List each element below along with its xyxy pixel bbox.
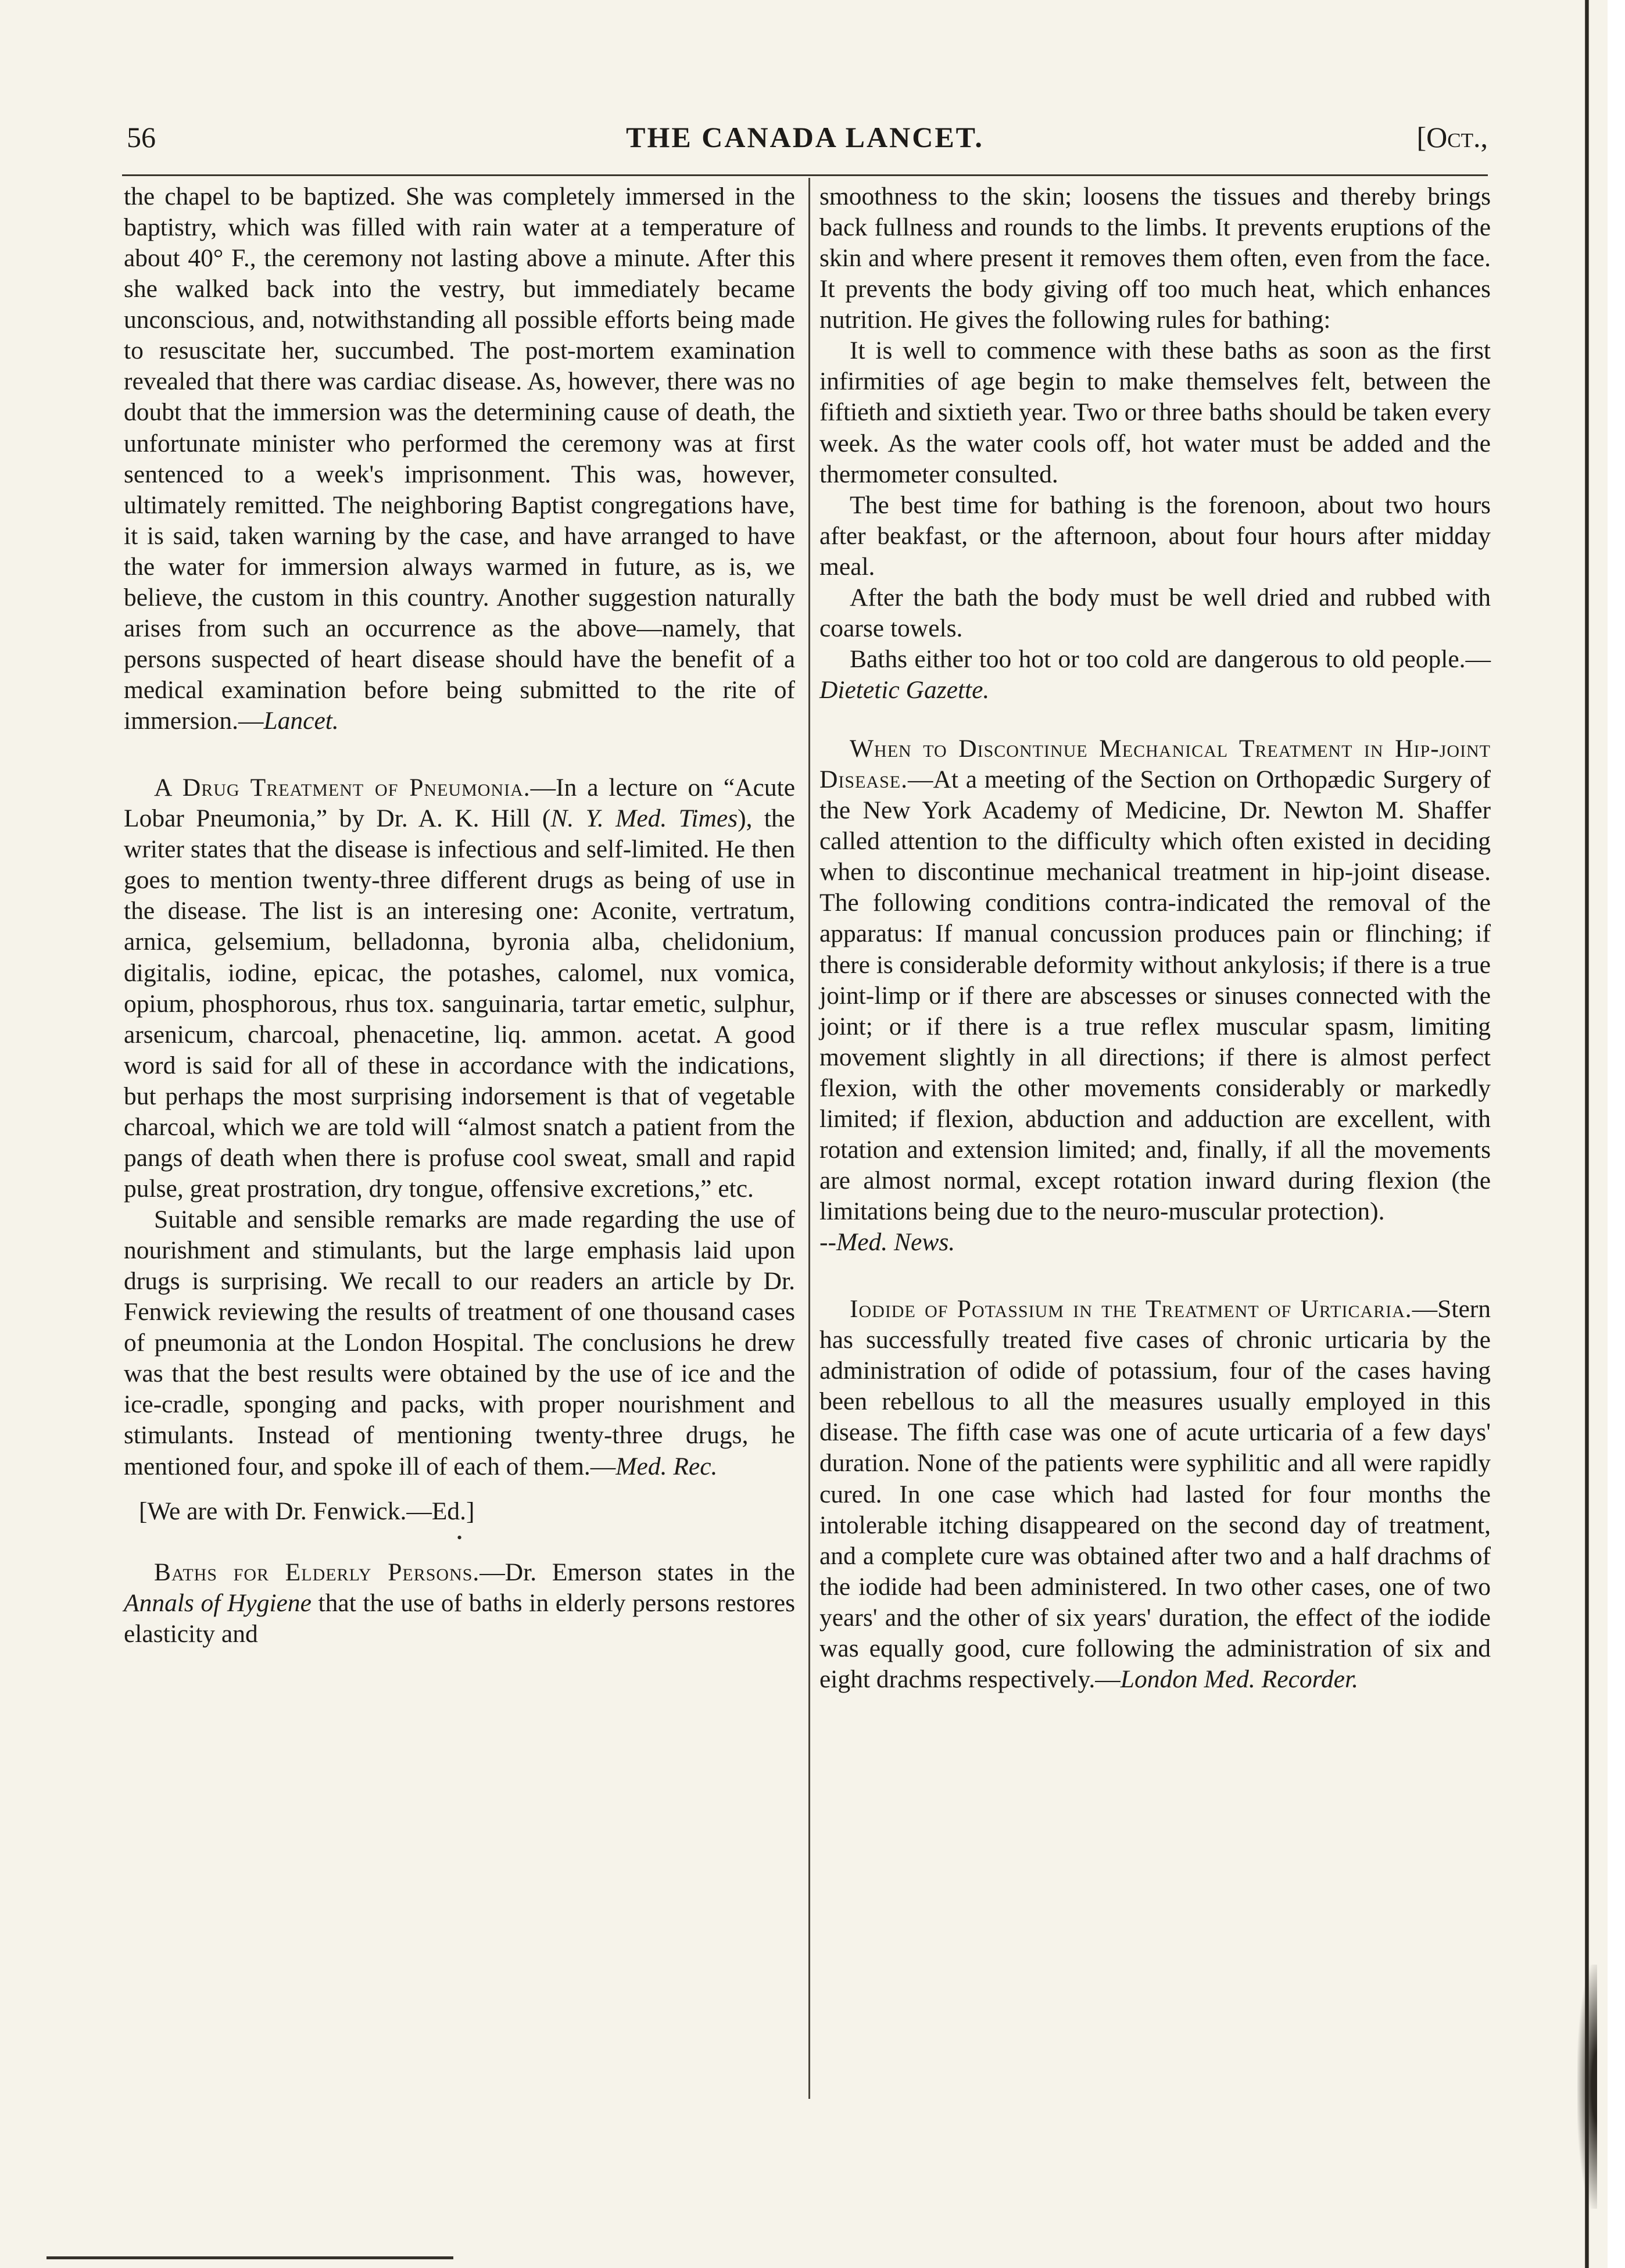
page-number: 56 [127,121,156,153]
hip-joint-paragraph [819,734,1491,1258]
baths-heading: Baths for Elderly Persons. [154,1558,480,1586]
binding-edge [1608,0,1625,2268]
pneumonia-remarks-paragraph [124,1204,795,1482]
iodide-heading: Iodide of Potassium in the Treatment of Urticaria. [850,1295,1412,1323]
iodide-source: London Med. Recorder. [1120,1665,1358,1693]
baths-source: Dietetic Gazette. [819,676,990,704]
binding-line [1585,0,1589,2268]
bath-rule-4-paragraph [819,644,1491,706]
bath-rule-1: It is well to commence with these baths as soon as the first infirmities of age begin to make themselves felt, between the fiftieth and sixtieth year. Two or three baths should be taken every week. As the water cools off, hot water must be added and the thermometer consulted. [819,337,1491,488]
pneumonia-text: ), the writer states that the disease is infectious and self-limited. He then goes to mention twenty-three different drugs as being of use in the disease. The list is an interesing one: Aconite, vertratum, arnica, gelsemium, belladonna, byronia alba, chelidonium, digitalis, iodine, epicac, the potashes, calomel, nux vomica, opium, phosphorous, rhus tox. sanguinaria, tartar emetic, sulphur, arsenicum, charcoal, phenacetine, liq. ammon. acetat. A good word is said for all of these in accordance with the indications, but perhaps the most surprising indorsement is that of vegetable charcoal, which we are told will “almost snatch a patient from the pangs of death when there is profuse cool sweat, small and rapid pulse, great prostration, dry tongue, offensive excretions,” etc. [124,804,795,1203]
left-column [124,181,795,2099]
separator-mark: • [456,1529,463,1546]
pneumonia-journal: N. Y. Med. Times [550,804,738,833]
baths-text: that the use of baths in elderly persons restores elasticity and [124,1589,796,1648]
pneumonia-intro: —In a lecture on “Acute Lobar Pneumonia,” by Dr. A. K. Hill ( [124,774,796,833]
issue-date: [Oct., [1416,121,1488,153]
baths-continued: smoothness to the skin; loosens the tissues and thereby brings back fullness and rounds to the limbs. It prevents eruptions of the skin and where present it removes them often, even from the face. It prevents the body giving off too much heat, which enhances nutrition. He gives the following rules for bathing: [819,183,1491,334]
baths-intro: —Dr. Emerson states in the [479,1558,795,1586]
pneumonia-source: Med. Rec. [615,1452,718,1480]
bottom-rule [46,2256,453,2259]
hip-joint-source: --Med. News. [819,1228,955,1257]
hip-joint-text: —At a meeting of the Section on Orthopædic Surgery of the New York Academy of Medicine, Dr. Newton M. Shaffer called attention to the difficulty which often existed in deciding when to discontinue mechanical treatment in hip-joint disease. The following conditions contra-indicated the removal of the apparatus: If manual concussion produces pain or flinching; if there is considerable deformity without ankylosis; if there is a true joint-limp or if there are abscesses or sinuses connected with the joint; or if there is a true reflex muscular spasm, limiting movement slightly in all directions; if there is almost perfect flexion, with the other movements considerably or markedly limited; if flexion, abduction and adduction are excellent, with rotation and extension limited; and, finally, if all the movements are almost normal, except rotation inward during flexion (the limitations being due to the neuro-muscular protection). [819,765,1491,1225]
bath-rule-3: After the bath the body must be well dried and rubbed with coarse towels. [819,583,1491,642]
iodide-paragraph [819,1294,1491,1695]
immersion-paragraph [124,181,795,736]
hip-joint-heading: When to Discontinue Mechanical Treatment in Hip-joint Disease. [819,735,1491,794]
binding-shadow [1577,1965,1597,2209]
journal-title: THE CANADA LANCET. [626,121,984,153]
bath-rule-4: Baths either too hot or too cold are dangerous to old people.— [850,645,1491,673]
editor-note: [We are with Dr. Fenwick.—Ed.] [139,1497,475,1525]
running-header [122,120,1488,166]
right-column [819,181,1491,2099]
pneumonia-paragraph [124,772,795,1204]
pneumonia-heading: A Drug Treatment of Pneumonia. [154,774,531,802]
bath-rule-2: The best time for bathing is the forenoon, about two hours after beakfast, or the afternoon, about four hours after midday meal. [819,491,1491,581]
baths-journal: Annals of Hygiene [124,1589,312,1617]
immersion-text: the chapel to be baptized. She was completely immersed in the baptistry, which was filled with rain water at a temperature of about 40° F., the ceremony not lasting above a minute. After this she walked back into the vestry, but immediately became unconscious, and, notwithstanding all possible efforts being made to resuscitate her, succumbed. The post-mortem examination revealed that there was cardiac disease. As, however, there was no doubt that the immersion was the determining cause of death, the unfortunate minister who performed the ceremony was at first sentenced to a week's imprisonment. This was, however, ultimately remitted. The neighboring Baptist congregations have, it is said, taken warning by the case, and have arranged to have the water for immersion always warmed in future, as is, we believe, the custom in this country. Another suggestion naturally arises from such an occurrence as the above—namely, that persons suspected of heart disease should have the benefit of a medical examination before being submitted to the rite of immersion.— [124,183,795,735]
immersion-source: Lancet. [263,707,339,735]
column-divider [808,178,810,2099]
baths-paragraph [124,1557,795,1650]
iodide-text: —Stern has successfully treated five cases of chronic urticaria by the administration of odide of potassium, four of the cases having been rebellous to all the measures usually employed in this disease. The fifth case was one of acute urticaria of a few days' duration. None of the patients were syphilitic and all were rapidly cured. In one case which had lasted for four months the intolerable itching disappeared on the second day of treatment, and a complete cure was obtained after two and a half drachms of the iodide had been administered. In two other cases, one of two years' and the other of six years' duration, the effect of the iodide was equally good, cure following the administration of six and eight drachms respectively.— [819,1295,1491,1693]
header-rule [122,174,1488,176]
pneumonia-remarks: Suitable and sensible remarks are made regarding the use of nourishment and stimulants, but the large emphasis laid upon drugs is surprising. We recall to our readers an article by Dr. Fenwick reviewing the results of treatment of one thousand cases of pneumonia at the London Hospital. The conclusions he drew was that the best results were obtained by the use of ice and the ice-cradle, sponging and packs, with proper nourishment and stimulants. Instead of mentioning twenty-three drugs, he mentioned four, and spoke ill of each of them.— [124,1205,795,1480]
